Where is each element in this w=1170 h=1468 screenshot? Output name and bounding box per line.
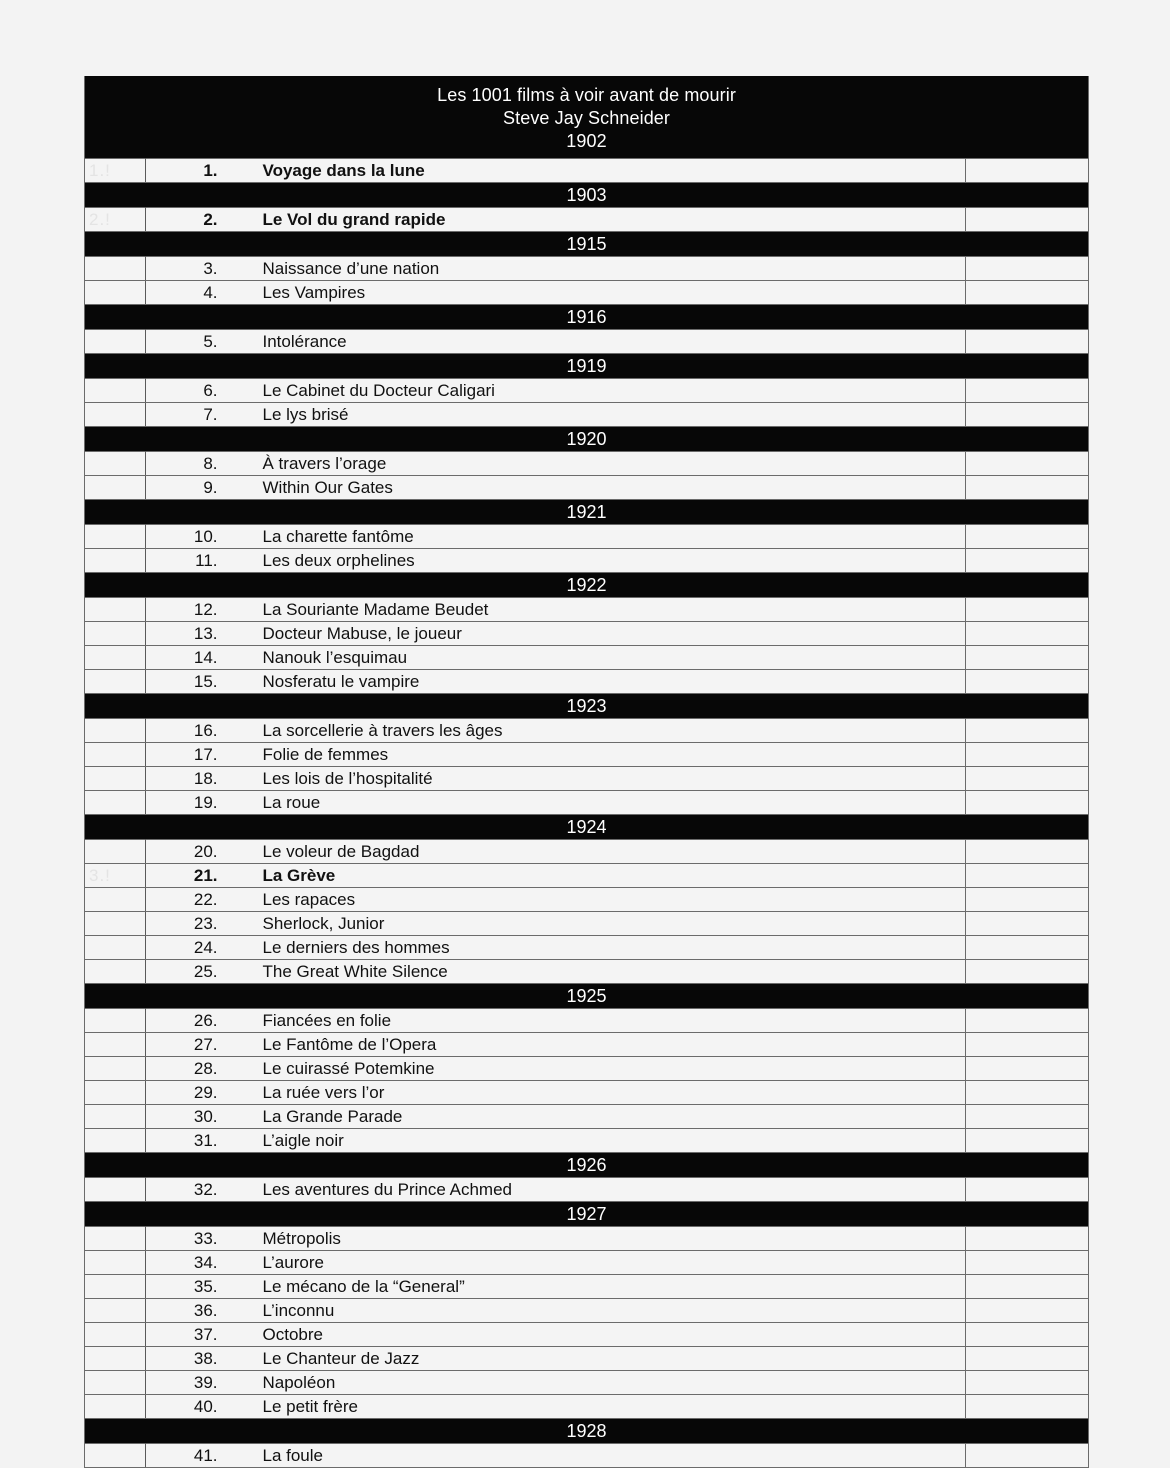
table-row[interactable]	[85, 1395, 1089, 1419]
year-separator-row	[85, 305, 1089, 330]
table-row[interactable]	[85, 208, 1089, 232]
row-marker-cell	[85, 767, 146, 791]
year-separator-cell	[85, 305, 1089, 330]
film-note-cell[interactable]	[966, 208, 1089, 232]
film-number-cell: 11.	[146, 549, 256, 573]
film-number-cell: 33.	[146, 1227, 256, 1251]
film-note-cell[interactable]	[966, 1299, 1089, 1323]
film-title-cell[interactable]: Les rapaces	[256, 888, 966, 912]
row-marker-cell: 1.!	[85, 159, 146, 183]
film-note-cell[interactable]	[966, 476, 1089, 500]
film-note-cell[interactable]	[966, 1105, 1089, 1129]
film-title-cell[interactable]: Within Our Gates	[256, 476, 966, 500]
film-title-cell[interactable]: Le mécano de la “General”	[256, 1275, 966, 1299]
film-number-cell: 15.	[146, 670, 256, 694]
film-number-cell: 24.	[146, 936, 256, 960]
film-number-cell: 1.	[146, 159, 256, 183]
row-marker-cell	[85, 281, 146, 305]
film-title-cell[interactable]: Les aventures du Prince Achmed	[256, 1178, 966, 1202]
film-title-cell[interactable]: Le Fantôme de l’Opera	[256, 1033, 966, 1057]
table-row[interactable]	[85, 791, 1089, 815]
film-title-cell[interactable]: Voyage dans la lune	[256, 159, 966, 183]
film-number-cell: 35.	[146, 1275, 256, 1299]
table-row[interactable]	[85, 159, 1089, 183]
year-separator-cell	[85, 232, 1089, 257]
film-title-cell[interactable]: La foule	[256, 1444, 966, 1468]
film-note-cell[interactable]	[966, 743, 1089, 767]
row-marker-cell	[85, 1347, 146, 1371]
table-row[interactable]	[85, 1371, 1089, 1395]
film-note-cell[interactable]	[966, 1081, 1089, 1105]
year-separator-row	[85, 500, 1089, 525]
film-number-cell: 22.	[146, 888, 256, 912]
year-separator-cell	[85, 500, 1089, 525]
film-title-cell[interactable]: L’aigle noir	[256, 1129, 966, 1153]
row-marker-cell	[85, 1251, 146, 1275]
row-marker-cell	[85, 936, 146, 960]
film-number-cell: 37.	[146, 1323, 256, 1347]
film-note-cell[interactable]	[966, 1057, 1089, 1081]
year-band-label: 1926	[566, 1155, 607, 1175]
film-note-cell[interactable]	[966, 403, 1089, 427]
film-title-cell[interactable]: Le derniers des hommes	[256, 936, 966, 960]
year-separator-cell	[85, 1153, 1089, 1178]
year-band-label: 1925	[566, 986, 607, 1006]
film-list-sheet	[84, 76, 1088, 1465]
film-note-cell[interactable]	[966, 159, 1089, 183]
year-separator-cell	[85, 1419, 1089, 1444]
year-separator-row	[85, 183, 1089, 208]
table-row[interactable]	[85, 1323, 1089, 1347]
film-title-cell[interactable]: La ruée vers l’or	[256, 1081, 966, 1105]
film-number-cell: 5.	[146, 330, 256, 354]
row-marker-cell	[85, 1178, 146, 1202]
year-separator-row	[85, 573, 1089, 598]
row-marker-cell	[85, 960, 146, 984]
row-marker-cell	[85, 525, 146, 549]
table-row[interactable]	[85, 379, 1089, 403]
film-title-cell[interactable]: La Grande Parade	[256, 1105, 966, 1129]
film-title-cell[interactable]: L’aurore	[256, 1251, 966, 1275]
row-marker-cell: 2.!	[85, 208, 146, 232]
row-marker-cell: 3.!	[85, 864, 146, 888]
film-note-cell[interactable]	[966, 719, 1089, 743]
film-note-cell[interactable]	[966, 864, 1089, 888]
year-separator-cell	[85, 427, 1089, 452]
year-band-label: 1903	[566, 185, 607, 205]
film-title-cell[interactable]: The Great White Silence	[256, 960, 966, 984]
table-row[interactable]	[85, 1129, 1089, 1153]
film-number-cell: 21.	[146, 864, 256, 888]
row-marker-cell	[85, 622, 146, 646]
film-title-cell[interactable]: Nanouk l’esquimau	[256, 646, 966, 670]
row-marker-cell	[85, 1227, 146, 1251]
film-number-cell: 25.	[146, 960, 256, 984]
table-row[interactable]	[85, 936, 1089, 960]
film-note-cell[interactable]	[966, 767, 1089, 791]
film-number-cell: 20.	[146, 840, 256, 864]
year-separator-cell	[85, 573, 1089, 598]
row-marker-cell	[85, 1299, 146, 1323]
year-separator-row	[85, 1202, 1089, 1227]
film-note-cell[interactable]	[966, 1178, 1089, 1202]
film-title-cell[interactable]: Nosferatu le vampire	[256, 670, 966, 694]
film-title-cell[interactable]: Napoléon	[256, 1371, 966, 1395]
film-title-cell[interactable]: Folie de femmes	[256, 743, 966, 767]
table-row[interactable]	[85, 646, 1089, 670]
film-note-cell[interactable]	[966, 379, 1089, 403]
row-marker-cell	[85, 476, 146, 500]
film-number-cell: 36.	[146, 1299, 256, 1323]
film-number-cell: 39.	[146, 1371, 256, 1395]
film-title-cell[interactable]: L’inconnu	[256, 1299, 966, 1323]
film-title-cell[interactable]: Docteur Mabuse, le joueur	[256, 622, 966, 646]
film-number-cell: 4.	[146, 281, 256, 305]
row-marker-cell	[85, 888, 146, 912]
film-note-cell[interactable]	[966, 1009, 1089, 1033]
film-title-cell[interactable]: La roue	[256, 791, 966, 815]
film-list-table	[84, 76, 1089, 1468]
row-marker-cell	[85, 257, 146, 281]
row-marker-cell	[85, 719, 146, 743]
film-note-cell[interactable]	[966, 1323, 1089, 1347]
row-marker-cell	[85, 1395, 146, 1419]
film-number-cell: 41.	[146, 1444, 256, 1468]
table-row[interactable]	[85, 1275, 1089, 1299]
film-note-cell[interactable]	[966, 960, 1089, 984]
film-title-cell[interactable]: À travers l’orage	[256, 452, 966, 476]
film-title-cell[interactable]: Métropolis	[256, 1227, 966, 1251]
year-band-label: 1921	[566, 502, 607, 522]
row-marker-cell	[85, 1323, 146, 1347]
film-number-cell: 17.	[146, 743, 256, 767]
film-note-cell[interactable]	[966, 646, 1089, 670]
film-number-cell: 7.	[146, 403, 256, 427]
film-title-cell[interactable]: Le cuirassé Potemkine	[256, 1057, 966, 1081]
film-title-cell[interactable]: Le Chanteur de Jazz	[256, 1347, 966, 1371]
year-separator-cell	[85, 183, 1089, 208]
year-separator-row	[85, 694, 1089, 719]
row-marker-cell	[85, 330, 146, 354]
table-row[interactable]	[85, 1178, 1089, 1202]
film-title-cell[interactable]: Octobre	[256, 1323, 966, 1347]
row-marker-cell	[85, 379, 146, 403]
year-separator-row	[85, 1419, 1089, 1444]
film-note-cell[interactable]	[966, 257, 1089, 281]
year-separator-row	[85, 232, 1089, 257]
table-header-cell	[85, 76, 1089, 159]
table-row[interactable]	[85, 452, 1089, 476]
table-header-row	[85, 76, 1089, 159]
table-row[interactable]	[85, 864, 1089, 888]
film-title-cell[interactable]: La sorcellerie à travers les âges	[256, 719, 966, 743]
film-title-cell[interactable]: La Souriante Madame Beudet	[256, 598, 966, 622]
table-row[interactable]	[85, 960, 1089, 984]
table-row[interactable]	[85, 549, 1089, 573]
row-marker-cell	[85, 743, 146, 767]
film-title-cell[interactable]: Les deux orphelines	[256, 549, 966, 573]
row-marker-cell	[85, 1033, 146, 1057]
year-band-label: 1920	[566, 429, 607, 449]
year-band-label: 1916	[566, 307, 607, 327]
film-note-cell[interactable]	[966, 936, 1089, 960]
table-row[interactable]	[85, 403, 1089, 427]
film-number-cell: 12.	[146, 598, 256, 622]
table-row[interactable]	[85, 598, 1089, 622]
row-marker-cell	[85, 791, 146, 815]
film-title-cell[interactable]: Le lys brisé	[256, 403, 966, 427]
row-marker-cell	[85, 1444, 146, 1468]
year-separator-row	[85, 815, 1089, 840]
table-row[interactable]	[85, 281, 1089, 305]
table-row[interactable]	[85, 257, 1089, 281]
film-number-cell: 32.	[146, 1178, 256, 1202]
row-marker-cell	[85, 598, 146, 622]
page-title: Les 1001 films à voir avant de mourir	[437, 85, 736, 105]
film-title-cell[interactable]: Fiancées en folie	[256, 1009, 966, 1033]
page-author: Steve Jay Schneider	[503, 108, 671, 128]
film-title-cell[interactable]: Sherlock, Junior	[256, 912, 966, 936]
film-number-cell: 28.	[146, 1057, 256, 1081]
film-number-cell: 9.	[146, 476, 256, 500]
year-separator-cell	[85, 354, 1089, 379]
film-title-cell[interactable]: Le voleur de Bagdad	[256, 840, 966, 864]
row-marker-cell	[85, 1081, 146, 1105]
film-note-cell[interactable]	[966, 1395, 1089, 1419]
film-number-cell: 29.	[146, 1081, 256, 1105]
film-note-cell[interactable]	[966, 622, 1089, 646]
film-note-cell[interactable]	[966, 1347, 1089, 1371]
row-marker-cell	[85, 646, 146, 670]
film-title-cell[interactable]: La Grève	[256, 864, 966, 888]
table-row[interactable]	[85, 330, 1089, 354]
year-band-label: 1902	[566, 131, 607, 151]
row-marker-cell	[85, 912, 146, 936]
year-band-label: 1927	[566, 1204, 607, 1224]
film-title-cell[interactable]: Le Vol du grand rapide	[256, 208, 966, 232]
film-note-cell[interactable]	[966, 1033, 1089, 1057]
film-note-cell[interactable]	[966, 525, 1089, 549]
row-marker-cell	[85, 1057, 146, 1081]
film-title-cell[interactable]: Intolérance	[256, 330, 966, 354]
table-row[interactable]	[85, 1444, 1089, 1468]
year-separator-row	[85, 354, 1089, 379]
table-row[interactable]	[85, 476, 1089, 500]
film-number-cell: 31.	[146, 1129, 256, 1153]
table-row[interactable]	[85, 1081, 1089, 1105]
film-number-cell: 10.	[146, 525, 256, 549]
film-note-cell[interactable]	[966, 452, 1089, 476]
film-number-cell: 16.	[146, 719, 256, 743]
film-number-cell: 6.	[146, 379, 256, 403]
table-row[interactable]	[85, 1033, 1089, 1057]
film-number-cell: 13.	[146, 622, 256, 646]
year-separator-row	[85, 984, 1089, 1009]
film-number-cell: 2.	[146, 208, 256, 232]
film-note-cell[interactable]	[966, 1129, 1089, 1153]
table-row[interactable]	[85, 622, 1089, 646]
table-row[interactable]	[85, 888, 1089, 912]
film-note-cell[interactable]	[966, 1227, 1089, 1251]
row-marker-cell	[85, 1129, 146, 1153]
film-note-cell[interactable]	[966, 912, 1089, 936]
row-marker-cell	[85, 670, 146, 694]
film-note-cell[interactable]	[966, 840, 1089, 864]
table-row[interactable]	[85, 743, 1089, 767]
year-separator-cell	[85, 984, 1089, 1009]
film-title-cell[interactable]: Le petit frère	[256, 1395, 966, 1419]
film-number-cell: 23.	[146, 912, 256, 936]
year-separator-cell	[85, 694, 1089, 719]
year-separator-row	[85, 427, 1089, 452]
table-row[interactable]	[85, 1299, 1089, 1323]
film-number-cell: 38.	[146, 1347, 256, 1371]
year-band-label: 1919	[566, 356, 607, 376]
film-title-cell[interactable]: La charette fantôme	[256, 525, 966, 549]
film-note-cell[interactable]	[966, 888, 1089, 912]
table-row[interactable]	[85, 1057, 1089, 1081]
table-row[interactable]	[85, 1009, 1089, 1033]
table-row[interactable]	[85, 767, 1089, 791]
film-number-cell: 26.	[146, 1009, 256, 1033]
film-note-cell[interactable]	[966, 281, 1089, 305]
table-row[interactable]	[85, 840, 1089, 864]
film-number-cell: 3.	[146, 257, 256, 281]
table-row[interactable]	[85, 719, 1089, 743]
row-marker-cell	[85, 1105, 146, 1129]
table-row[interactable]	[85, 912, 1089, 936]
film-title-cell[interactable]: Le Cabinet du Docteur Caligari	[256, 379, 966, 403]
row-marker-cell	[85, 1371, 146, 1395]
film-note-cell[interactable]	[966, 1275, 1089, 1299]
year-band-label: 1922	[566, 575, 607, 595]
film-number-cell: 14.	[146, 646, 256, 670]
year-band-label: 1923	[566, 696, 607, 716]
film-note-cell[interactable]	[966, 330, 1089, 354]
table-row[interactable]	[85, 670, 1089, 694]
film-number-cell: 19.	[146, 791, 256, 815]
year-band-label: 1928	[566, 1421, 607, 1441]
film-number-cell: 34.	[146, 1251, 256, 1275]
film-title-cell[interactable]: Naissance d’une nation	[256, 257, 966, 281]
table-row[interactable]	[85, 1227, 1089, 1251]
row-marker-cell	[85, 1275, 146, 1299]
film-number-cell: 18.	[146, 767, 256, 791]
year-separator-cell	[85, 815, 1089, 840]
year-separator-row	[85, 1153, 1089, 1178]
year-band-label: 1915	[566, 234, 607, 254]
table-row[interactable]	[85, 1105, 1089, 1129]
film-note-cell[interactable]	[966, 791, 1089, 815]
row-marker-cell	[85, 549, 146, 573]
film-note-cell[interactable]	[966, 1371, 1089, 1395]
film-note-cell[interactable]	[966, 670, 1089, 694]
row-marker-cell	[85, 1009, 146, 1033]
film-title-cell[interactable]: Les lois de l’hospitalité	[256, 767, 966, 791]
film-number-cell: 8.	[146, 452, 256, 476]
year-band-label: 1924	[566, 817, 607, 837]
row-marker-cell	[85, 840, 146, 864]
row-marker-cell	[85, 452, 146, 476]
film-list-body	[85, 76, 1089, 1468]
table-row[interactable]	[85, 525, 1089, 549]
film-note-cell[interactable]	[966, 598, 1089, 622]
year-separator-cell	[85, 1202, 1089, 1227]
film-note-cell[interactable]	[966, 549, 1089, 573]
film-title-cell[interactable]: Les Vampires	[256, 281, 966, 305]
film-number-cell: 30.	[146, 1105, 256, 1129]
film-number-cell: 40.	[146, 1395, 256, 1419]
row-marker-cell	[85, 403, 146, 427]
table-row[interactable]	[85, 1347, 1089, 1371]
table-row[interactable]	[85, 1251, 1089, 1275]
film-number-cell: 27.	[146, 1033, 256, 1057]
film-note-cell[interactable]	[966, 1444, 1089, 1468]
film-note-cell[interactable]	[966, 1251, 1089, 1275]
